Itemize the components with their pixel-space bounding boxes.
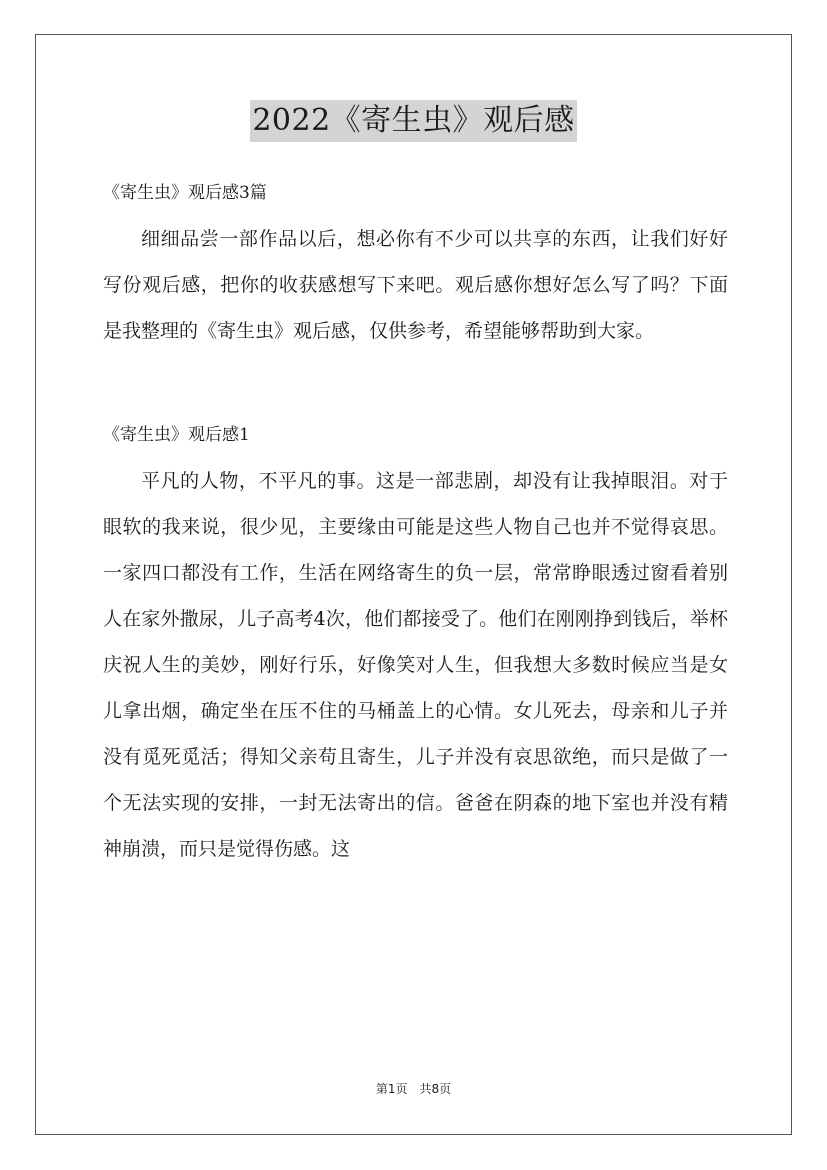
title-container bbox=[0, 100, 827, 142]
body-paragraph: 平凡的人物，不平凡的事。这是一部悲剧，却没有让我掉眼泪。对于眼软的我来说，很少见，主要缘由可能是这些人物自己也并不觉得哀思。一家四口都没有工作，生活在网络寄生的负一层，常常睁眼透过窗看着别人在家外撒尿，儿子高考4次，他们都接受了。他们在刚刚挣到钱后，举杯庆祝人生的美妙，刚好行乐，好像笑对人生，但我想大多数时候应当是女儿拿出烟，确定坐在压不住的马桶盖上的心情。女儿死去，母亲和儿子并没有觅死觅活；得知父亲苟且寄生，儿子并没有哀思欲绝，而只是做了一个无法实现的安排，一封无法寄出的信。爸爸在阴森的地下室也并没有精神崩溃，而只是觉得伤感。这 bbox=[103, 470, 728, 860]
section-heading: 《寄生虫》观后感1 bbox=[103, 425, 250, 445]
document-body bbox=[103, 170, 728, 872]
page-footer: 第1页 共8页 bbox=[375, 1082, 452, 1096]
intro-paragraph: 细细品尝一部作品以后，想必你有不少可以共享的东西，让我们好好写份观后感，把你的收获感想写下来吧。观后感你想好怎么写了吗？下面是我整理的《寄生虫》观后感，仅供参考，希望能够帮助到大家。 bbox=[103, 228, 728, 342]
paragraph-gap bbox=[103, 354, 728, 412]
subtitle: 《寄生虫》观后感3篇 bbox=[103, 183, 267, 203]
document-title: 2022《寄生虫》观后感 bbox=[250, 100, 576, 142]
